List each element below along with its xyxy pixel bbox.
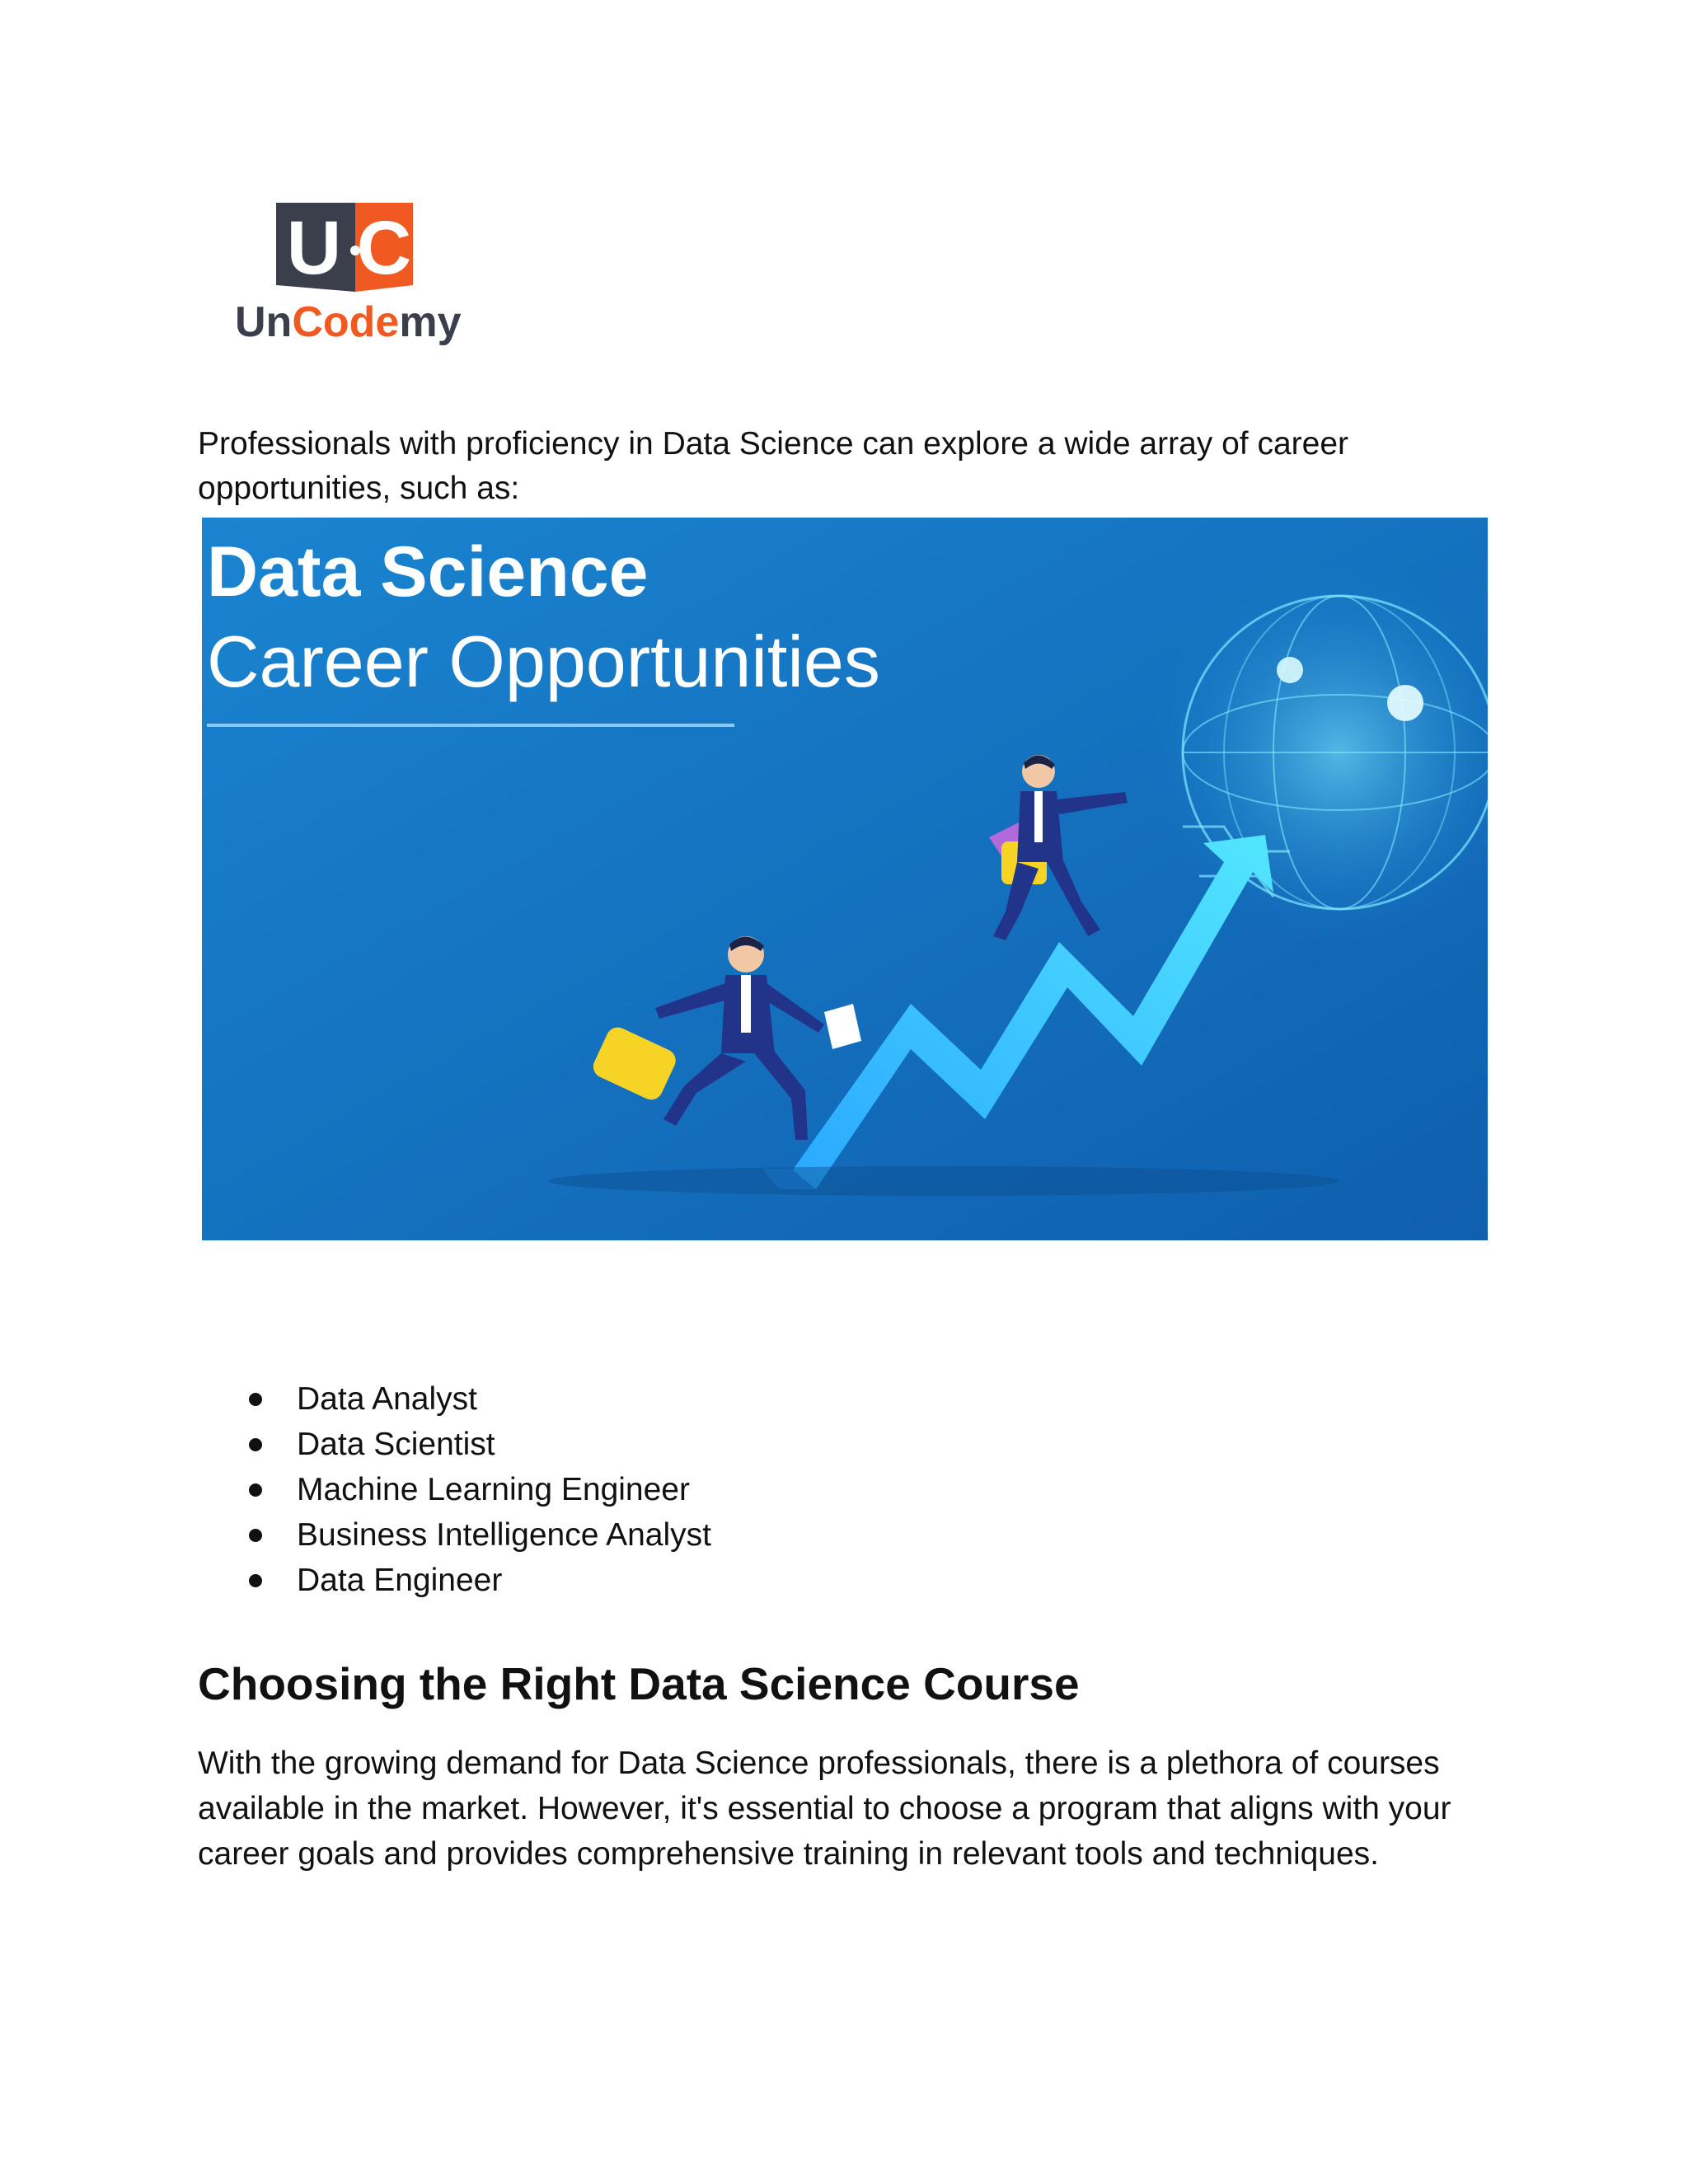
hero-subtitle: Career Opportunities <box>207 621 880 702</box>
bullet-icon <box>249 1529 262 1542</box>
list-item-text: Business Intelligence Analyst <box>297 1517 711 1553</box>
hero-image <box>202 518 1488 1240</box>
list-item-text: Data Analyst <box>297 1381 477 1417</box>
logo-wordmark: UnCodemy <box>235 298 462 346</box>
list-item <box>198 1558 711 1603</box>
list-item-text: Data Engineer <box>297 1563 503 1598</box>
uncodemy-logo <box>233 203 468 355</box>
section-paragraph: With the growing demand for Data Science professionals, there is a plethora of courses available in the market. However, it's essential to choose a program that aligns with your career goals and provides comprehensive training in relevant tools and techniques. <box>198 1746 1451 1872</box>
hero-title: Data Science <box>207 532 649 612</box>
hero-divider <box>207 724 734 727</box>
list-item <box>198 1422 711 1467</box>
career-list <box>198 1376 711 1603</box>
logo-mark-c: C <box>356 206 412 290</box>
section-heading: Choosing the Right Data Science Course <box>198 1658 1080 1709</box>
intro-paragraph: Professionals with proficiency in Data Science can explore a wide array of career opportunities, such as: <box>198 426 1349 506</box>
list-item <box>198 1512 711 1558</box>
bullet-icon <box>249 1574 262 1587</box>
bullet-icon <box>249 1393 262 1406</box>
list-item-text: Data Scientist <box>297 1427 495 1462</box>
bullet-icon <box>249 1483 262 1497</box>
list-item <box>198 1376 711 1422</box>
list-item <box>198 1467 711 1512</box>
bullet-icon <box>249 1438 262 1451</box>
list-item-text: Machine Learning Engineer <box>297 1472 690 1507</box>
logo-mark-u: U <box>286 206 342 290</box>
